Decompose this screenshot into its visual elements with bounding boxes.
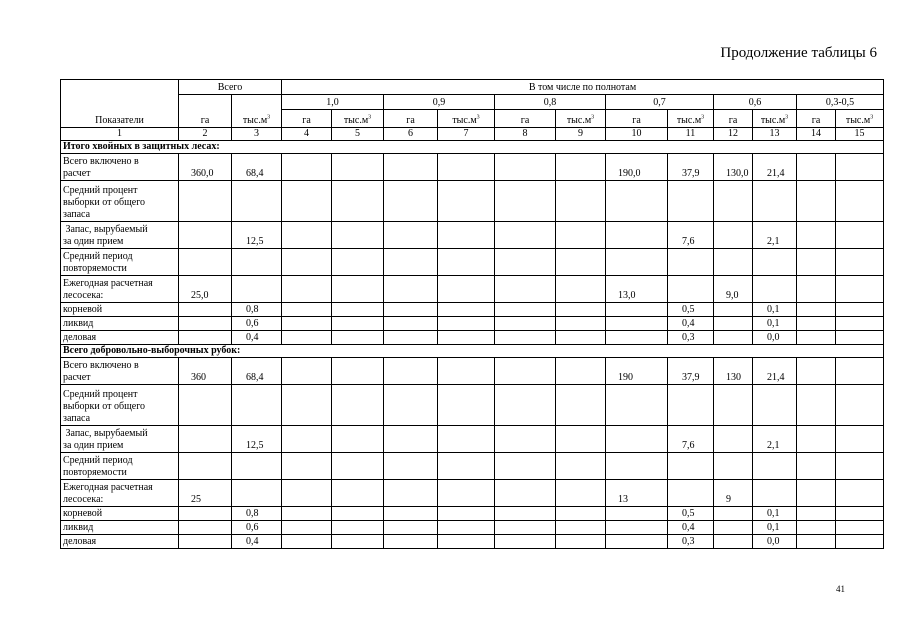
table-row: [61, 222, 884, 249]
table-cell: [606, 535, 668, 549]
row-label: Средний период повторяемости: [61, 249, 179, 276]
table-cell: 0,3: [668, 535, 714, 549]
table-cell: [332, 480, 384, 507]
table-cell: [714, 222, 753, 249]
row-label: деловая: [61, 331, 179, 345]
table-cell: [179, 249, 232, 276]
table-cell: 0,4: [668, 317, 714, 331]
section-title: Итого хвойных в защитных лесах:: [61, 141, 884, 154]
table-cell: [797, 154, 836, 181]
table-cell: 0,4: [232, 535, 282, 549]
table-row: [61, 154, 884, 181]
table-cell: [332, 535, 384, 549]
table-cell: [495, 358, 556, 385]
table-cell: 130: [714, 358, 753, 385]
table-cell: [495, 507, 556, 521]
header-unit-vol: $тыс.м^3$: [556, 110, 606, 128]
table-cell: [384, 358, 438, 385]
table-cell: [495, 303, 556, 317]
table-cell: [714, 331, 753, 345]
table-cell: [495, 385, 556, 426]
table-cell: 2,1: [753, 222, 797, 249]
header-indicators: Показатели: [61, 80, 179, 128]
table-cell: [438, 535, 495, 549]
header-by-density: В том числе по полнотам: [282, 80, 884, 95]
table-cell: [332, 358, 384, 385]
table-cell: [797, 249, 836, 276]
table-cell: [232, 181, 282, 222]
table-cell: [179, 222, 232, 249]
table-cell: [836, 453, 884, 480]
table-cell: [438, 453, 495, 480]
table-cell: [753, 385, 797, 426]
table-cell: 0,5: [668, 507, 714, 521]
table-cell: [556, 385, 606, 426]
table-cell: [179, 426, 232, 453]
table-cell: [332, 222, 384, 249]
column-number: 12: [714, 128, 753, 141]
table-cell: [668, 249, 714, 276]
table-cell: [384, 154, 438, 181]
table-cell: 9: [714, 480, 753, 507]
table-cell: [836, 358, 884, 385]
table-cell: [668, 276, 714, 303]
header-density-4: 0,7: [606, 95, 714, 110]
table-cell: [438, 385, 495, 426]
table-cell: [179, 331, 232, 345]
table-cell: [179, 181, 232, 222]
table-cell: [332, 154, 384, 181]
table-cell: [232, 249, 282, 276]
table-cell: 2,1: [753, 426, 797, 453]
table-cell: [179, 385, 232, 426]
header-unit-ha: га: [495, 110, 556, 128]
table-cell: 0,6: [232, 317, 282, 331]
table-cell: [332, 426, 384, 453]
table-cell: [332, 303, 384, 317]
table-cell: [836, 276, 884, 303]
row-label: Ежегодная расчетная лесосека:: [61, 276, 179, 303]
table-cell: [797, 181, 836, 222]
column-number: 14: [797, 128, 836, 141]
table-cell: [282, 426, 332, 453]
column-number: 9: [556, 128, 606, 141]
table-cell: [332, 385, 384, 426]
table-cell: 0,3: [668, 331, 714, 345]
table-cell: [495, 276, 556, 303]
table-cell: [714, 453, 753, 480]
table-cell: [556, 276, 606, 303]
table-cell: [606, 507, 668, 521]
table-cell: [438, 317, 495, 331]
table-cell: [282, 535, 332, 549]
table-cell: 12,5: [232, 426, 282, 453]
table-cell: [495, 154, 556, 181]
table-cell: [836, 331, 884, 345]
table-cell: [232, 453, 282, 480]
table-cell: [556, 480, 606, 507]
table-cell: 25: [179, 480, 232, 507]
table-cell: 190,0: [606, 154, 668, 181]
table-cell: 68,4: [232, 358, 282, 385]
table-cell: [282, 181, 332, 222]
header-density-2: 0,9: [384, 95, 495, 110]
table-cell: [384, 303, 438, 317]
table-cell: [332, 276, 384, 303]
table-cell: [332, 317, 384, 331]
table-cell: [495, 453, 556, 480]
table-cell: [606, 317, 668, 331]
table-cell: [797, 453, 836, 480]
table-cell: 9,0: [714, 276, 753, 303]
table-cell: 0,6: [232, 521, 282, 535]
table-cell: [556, 181, 606, 222]
column-number: 10: [606, 128, 668, 141]
table-cell: 0,4: [232, 331, 282, 345]
table-cell: [606, 453, 668, 480]
table-cell: [495, 181, 556, 222]
table-cell: [495, 249, 556, 276]
table-row: [61, 276, 884, 303]
column-number: 5: [332, 128, 384, 141]
column-number: 3: [232, 128, 282, 141]
table-cell: [836, 154, 884, 181]
table-cell: [282, 480, 332, 507]
column-number: 13: [753, 128, 797, 141]
table-cell: [332, 521, 384, 535]
column-number: 11: [668, 128, 714, 141]
table-cell: [556, 303, 606, 317]
table-cell: [282, 154, 332, 181]
table-cell: [797, 276, 836, 303]
table-cell: [438, 303, 495, 317]
header-density-1: 1,0: [282, 95, 384, 110]
column-number: 8: [495, 128, 556, 141]
table-cell: [797, 426, 836, 453]
table-cell: [836, 521, 884, 535]
table-cell: [384, 222, 438, 249]
table-cell: [797, 331, 836, 345]
header-unit-vol: $тыс.м^3$: [836, 110, 884, 128]
table-cell: [714, 521, 753, 535]
table-cell: 13: [606, 480, 668, 507]
table-cell: [606, 426, 668, 453]
table-cell: [753, 276, 797, 303]
table-row: [61, 535, 884, 549]
table-cell: [714, 317, 753, 331]
header-density-5: 0,6: [714, 95, 797, 110]
table-cell: [797, 535, 836, 549]
table-cell: [438, 181, 495, 222]
table-cell: 21,4: [753, 358, 797, 385]
table-cell: 68,4: [232, 154, 282, 181]
table-cell: [179, 535, 232, 549]
table-cell: [556, 154, 606, 181]
table-cell: 360: [179, 358, 232, 385]
table-row: [61, 249, 884, 276]
table-cell: [438, 507, 495, 521]
table-cell: [282, 385, 332, 426]
table-cell: [836, 317, 884, 331]
column-number: 6: [384, 128, 438, 141]
table-cell: [797, 480, 836, 507]
table-cell: [332, 249, 384, 276]
header-unit-ha: га: [797, 110, 836, 128]
table-cell: [179, 507, 232, 521]
table-cell: [714, 385, 753, 426]
table-row: [61, 453, 884, 480]
table-cell: [753, 181, 797, 222]
table-cell: 0,1: [753, 521, 797, 535]
table-cell: [836, 222, 884, 249]
table-cell: [495, 317, 556, 331]
header-total-vol: $тыс.м^3$: [232, 95, 282, 128]
table-cell: [714, 181, 753, 222]
table-cell: [668, 181, 714, 222]
table-row: [61, 426, 884, 453]
row-label: Ежегодная расчетная лесосека:: [61, 480, 179, 507]
table-row: [61, 181, 884, 222]
table-cell: [556, 249, 606, 276]
table-cell: 7,6: [668, 426, 714, 453]
table-cell: [556, 331, 606, 345]
table-caption: Продолжение таблицы 6: [720, 45, 877, 61]
row-label: Всего включено в расчет: [61, 154, 179, 181]
table-row: [61, 317, 884, 331]
table-cell: [668, 480, 714, 507]
table-cell: [384, 453, 438, 480]
column-number: 2: [179, 128, 232, 141]
table-row: [61, 385, 884, 426]
table-cell: [714, 507, 753, 521]
table-cell: [282, 222, 332, 249]
table-cell: [438, 276, 495, 303]
table-cell: 0,4: [668, 521, 714, 535]
table-cell: [282, 521, 332, 535]
table-cell: 190: [606, 358, 668, 385]
row-label: Средний процент выборки от общего запаса: [61, 385, 179, 426]
table-cell: [606, 331, 668, 345]
table-cell: 0,1: [753, 507, 797, 521]
table-row: [61, 521, 884, 535]
header-unit-vol: $тыс.м^3$: [668, 110, 714, 128]
header-unit-ha: га: [714, 110, 753, 128]
table-cell: [714, 249, 753, 276]
table-cell: [179, 317, 232, 331]
table-cell: [797, 222, 836, 249]
table-cell: [232, 480, 282, 507]
header-density-6: 0,3-0,5: [797, 95, 884, 110]
table-cell: [797, 358, 836, 385]
table-cell: [797, 317, 836, 331]
table-cell: 0,0: [753, 535, 797, 549]
table-cell: [753, 249, 797, 276]
table-cell: 0,5: [668, 303, 714, 317]
header-total: Всего: [179, 80, 282, 95]
table-cell: [797, 385, 836, 426]
table-row: [61, 480, 884, 507]
table-cell: [836, 426, 884, 453]
table-cell: [606, 303, 668, 317]
table-cell: [714, 303, 753, 317]
table-cell: [556, 426, 606, 453]
table-cell: 0,8: [232, 507, 282, 521]
column-number: 4: [282, 128, 332, 141]
table-cell: [384, 535, 438, 549]
table-cell: [384, 507, 438, 521]
row-label: ликвид: [61, 521, 179, 535]
table-cell: [384, 521, 438, 535]
table-cell: [282, 249, 332, 276]
table-cell: 130,0: [714, 154, 753, 181]
table-cell: [332, 331, 384, 345]
table-cell: [384, 317, 438, 331]
table-cell: [384, 181, 438, 222]
table-cell: [282, 317, 332, 331]
table-cell: [495, 331, 556, 345]
table-cell: [836, 507, 884, 521]
table-cell: [232, 385, 282, 426]
row-label: Запас, вырубаемый за один прием: [61, 222, 179, 249]
row-label: корневой: [61, 303, 179, 317]
header-unit-ha: га: [384, 110, 438, 128]
table-cell: [438, 521, 495, 535]
column-number: 15: [836, 128, 884, 141]
table-cell: [556, 222, 606, 249]
table-cell: [606, 385, 668, 426]
table-cell: [606, 222, 668, 249]
section-title: Всего добровольно-выборочных рубок:: [61, 345, 884, 358]
table-cell: [282, 358, 332, 385]
table-cell: [495, 222, 556, 249]
table-cell: [836, 385, 884, 426]
table-cell: [556, 521, 606, 535]
table-cell: [179, 521, 232, 535]
table-cell: [797, 521, 836, 535]
header-total-ha: га: [179, 95, 232, 128]
row-label: Всего включено в расчет: [61, 358, 179, 385]
table-row: [61, 303, 884, 317]
table-cell: [556, 317, 606, 331]
table-cell: 360,0: [179, 154, 232, 181]
table-cell: [714, 426, 753, 453]
table-cell: [438, 426, 495, 453]
header-unit-ha: га: [606, 110, 668, 128]
table-cell: [495, 521, 556, 535]
table-cell: [668, 385, 714, 426]
table-cell: [282, 276, 332, 303]
table-cell: 0,1: [753, 317, 797, 331]
table-cell: [753, 453, 797, 480]
table-cell: [332, 507, 384, 521]
table-cell: [495, 535, 556, 549]
table-row: [61, 507, 884, 521]
table-cell: [332, 453, 384, 480]
table-cell: 37,9: [668, 358, 714, 385]
row-label: деловая: [61, 535, 179, 549]
table-cell: [384, 276, 438, 303]
header-unit-vol: $тыс.м^3$: [438, 110, 495, 128]
table-cell: 7,6: [668, 222, 714, 249]
table-cell: [714, 535, 753, 549]
table-cell: [384, 426, 438, 453]
table-cell: [332, 181, 384, 222]
table-cell: 13,0: [606, 276, 668, 303]
table-cell: [836, 181, 884, 222]
table-cell: [179, 303, 232, 317]
page-number: 41: [836, 584, 845, 594]
row-label: ликвид: [61, 317, 179, 331]
row-label: Средний период повторяемости: [61, 453, 179, 480]
table-cell: [384, 249, 438, 276]
table-cell: [606, 521, 668, 535]
table-cell: [384, 480, 438, 507]
header-unit-vol: $тыс.м^3$: [332, 110, 384, 128]
table-cell: [606, 249, 668, 276]
table-cell: 12,5: [232, 222, 282, 249]
table-cell: [384, 331, 438, 345]
table-cell: 0,0: [753, 331, 797, 345]
table-cell: 0,8: [232, 303, 282, 317]
table-cell: [836, 535, 884, 549]
table-cell: [797, 507, 836, 521]
table-cell: [797, 303, 836, 317]
table-cell: [495, 480, 556, 507]
table-cell: [384, 385, 438, 426]
row-label: корневой: [61, 507, 179, 521]
table-cell: [438, 480, 495, 507]
table-cell: [438, 249, 495, 276]
table-cell: [282, 453, 332, 480]
table-cell: [438, 358, 495, 385]
table-cell: 21,4: [753, 154, 797, 181]
table-cell: [438, 222, 495, 249]
header-unit-ha: га: [282, 110, 332, 128]
table-cell: [282, 507, 332, 521]
table-cell: [282, 303, 332, 317]
table-cell: 25,0: [179, 276, 232, 303]
table-cell: [836, 303, 884, 317]
table-cell: [495, 426, 556, 453]
table-cell: [282, 331, 332, 345]
column-number: 1: [61, 128, 179, 141]
table-cell: [556, 358, 606, 385]
table-cell: [179, 453, 232, 480]
table-cell: [836, 480, 884, 507]
table-cell: [836, 249, 884, 276]
table-cell: [232, 276, 282, 303]
row-label: Запас, вырубаемый за один прием: [61, 426, 179, 453]
table-cell: 37,9: [668, 154, 714, 181]
data-table: [60, 79, 884, 549]
table-row: [61, 331, 884, 345]
header-unit-vol: $тыс.м^3$: [753, 110, 797, 128]
table-cell: 0,1: [753, 303, 797, 317]
table-cell: [556, 535, 606, 549]
table-cell: [606, 181, 668, 222]
column-number: 7: [438, 128, 495, 141]
table-cell: [668, 453, 714, 480]
table-cell: [753, 480, 797, 507]
table-cell: [556, 453, 606, 480]
row-label: Средний процент выборки от общего запаса: [61, 181, 179, 222]
header-density-3: 0,8: [495, 95, 606, 110]
table-row: [61, 358, 884, 385]
table-cell: [438, 154, 495, 181]
table-cell: [556, 507, 606, 521]
table-cell: [438, 331, 495, 345]
